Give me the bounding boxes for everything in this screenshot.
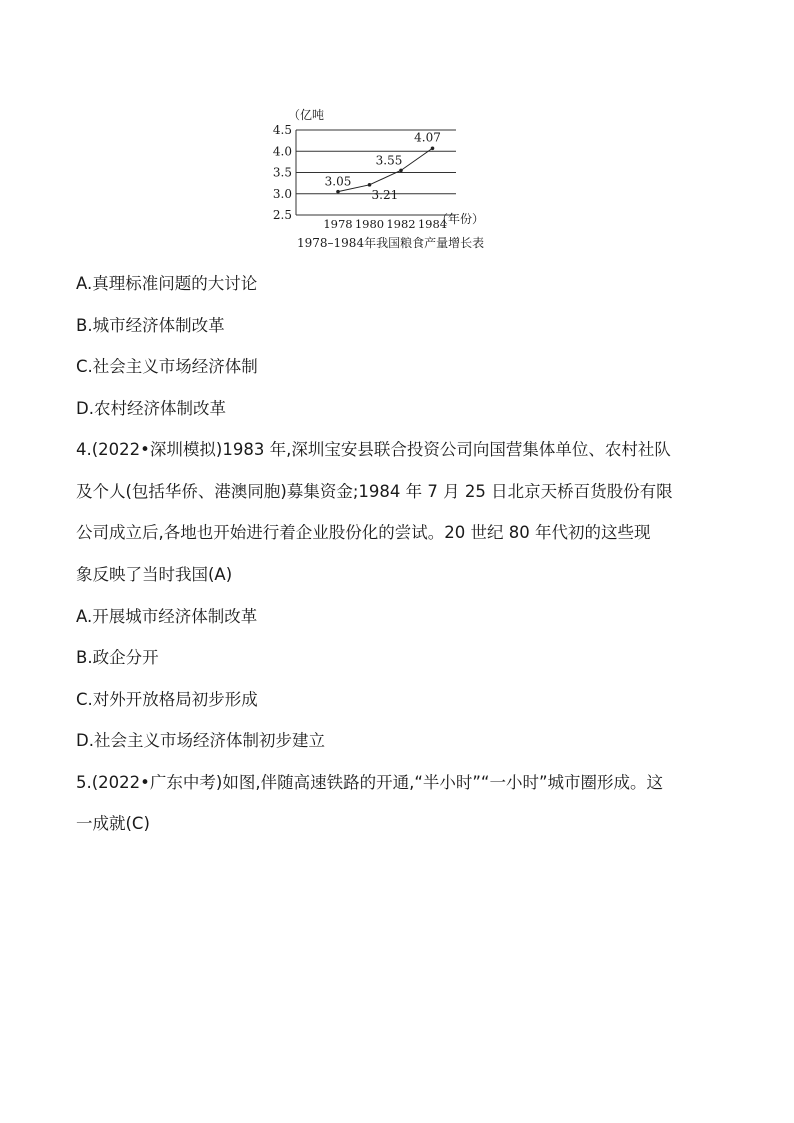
grain-output-chart [260,100,520,260]
option-d-q3: D.农村经济体制改革 [76,399,226,418]
x-tick-labels [323,217,447,231]
option-a-q4: A.开展城市经济体制改革 [76,607,258,626]
y-tick-label: 4.0 [272,144,292,159]
y-tick-labels [273,123,292,222]
option-d-q4: D.社会主义市场经济体制初步建立 [76,731,325,750]
question-5-line-2: 一成就(C) [76,814,150,833]
option-c-q4: C.对外开放格局初步形成 [76,690,258,709]
data-point [431,146,435,150]
option-b-q4: B.政企分开 [76,648,159,667]
x-tick-label: 1978 [323,217,353,231]
question-5-line-1: 5.(2022•广东中考)如图,伴随高速铁路的开通,“半小时”“一小时”城市圈形成。这 [76,773,664,792]
data-label: 3.05 [324,174,352,189]
chart-svg [260,100,520,260]
question-4-line-1: 4.(2022•深圳模拟)1983 年,深圳宝安县联合投资公司向国营集体单位、农村社队 [76,440,671,459]
question-4-line-2: 及个人(包括华侨、港澳同胞)募集资金;1984 年 7 月 25 日北京天桥百货股份有限 [76,482,673,501]
data-label: 3.55 [375,153,403,168]
x-axis-unit: （年份） [436,212,485,226]
data-point [336,190,340,194]
chart-title: 1978–1984年我国粮食产量增长表 [297,236,485,250]
y-tick-label: 3.0 [272,186,292,201]
option-a-q3: A.真理标准问题的大讨论 [76,274,258,293]
option-b-q3: B.城市经济体制改革 [76,316,225,335]
y-tick-label: 4.5 [272,123,292,137]
data-label: 4.07 [414,130,441,145]
option-c-q3: C.社会主义市场经济体制 [76,357,258,376]
data-point [368,183,372,187]
x-tick-label: 1980 [354,217,385,231]
data-label: 3.21 [371,187,399,202]
data-point [399,169,403,173]
y-tick-label: 3.5 [272,165,292,180]
question-4-line-3: 公司成立后,各地也开始进行着企业股份化的尝试。20 世纪 80 年代初的这些现 [76,523,651,542]
y-tick-label: 2.5 [272,208,292,222]
y-axis-unit: （亿吨 [288,108,325,122]
question-4-line-4: 象反映了当时我国(A) [76,565,233,584]
x-tick-label: 1982 [386,217,416,231]
x-tick-label: 1984 [417,217,448,231]
